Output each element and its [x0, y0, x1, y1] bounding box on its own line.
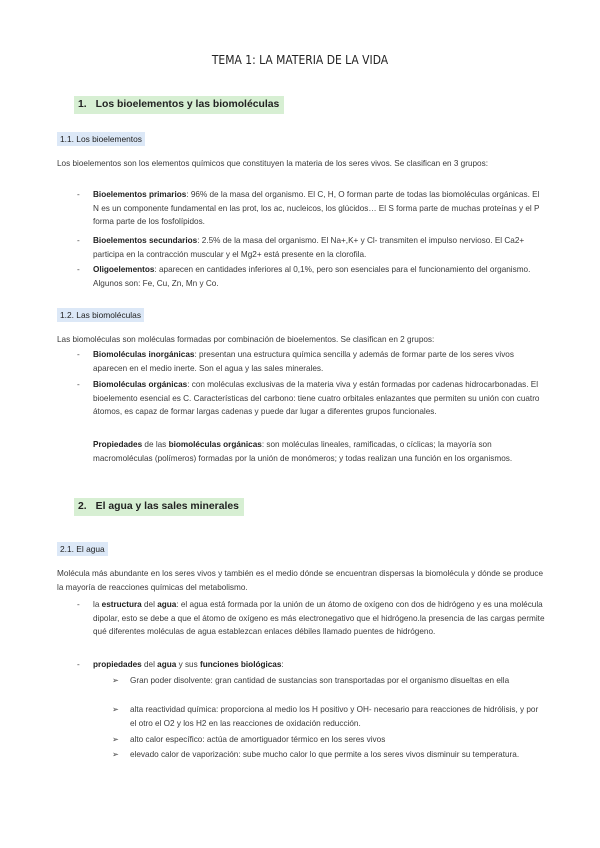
subsection-1-1-heading: 1.1. Los bioelementos — [57, 132, 145, 146]
subsection-1-2-heading: 1.2. Las biomoléculas — [57, 308, 144, 322]
arrow-bullet-icon: ➢ — [112, 676, 119, 685]
paragraph: Los bioelementos son los elementos químicos que constituyen la materia de los seres vivos. Se clasifican en 3 grupos: — [57, 159, 488, 168]
list-item: Biomoléculas orgánicas: con moléculas exclusivas de la materia viva y están formadas por cadenas hidrocarbonadas. El bioelemento esencial es C. Características del carbono: tiene cuatro orbitales enlazantes que permiten su unión con cuatro átomos, es capaz de formar largas cadenas y puede dar lugar a diferentes grupos funcionales. — [93, 380, 540, 417]
list-item: Biomoléculas inorgánicas: presentan una estructura química sencilla y además de formar parte de los seres vivos aparecen en el medio inerte. Son el agua y las sales minerales. — [93, 350, 514, 373]
bullet-dash: - — [77, 660, 80, 669]
list-item: Bioelementos secundarios: 2.5% de la masa del organismo. El Na+,K+ y Cl- transmiten el impulso nervioso. El Ca2+ participa en la contracción muscular y el Mg2+ está presente en la clorofila. — [93, 236, 525, 259]
document-title: TEMA 1: LA MATERIA DE LA VIDA — [211, 52, 389, 67]
section-number: 2. — [78, 501, 87, 512]
section-number: 1. — [78, 99, 87, 110]
list-item: Propiedades de las biomoléculas orgánicas: son moléculas lineales, ramificadas, o cíclicas; la mayoría son macromoléculas (polímeros) formadas por la unión de monómeros; y todas realizan una función en los organismos. — [93, 440, 513, 463]
bullet-dash: - — [77, 236, 80, 245]
bullet-dash: - — [77, 265, 80, 274]
section-title: El agua y las sales minerales — [95, 501, 239, 512]
bullet-dash: - — [77, 600, 80, 609]
section-title: Los bioelementos y las biomoléculas — [95, 99, 280, 110]
sub-list-item: elevado calor de vaporización: sube mucho calor lo que permite a los seres vivos disminuir su temperatura. — [130, 750, 520, 759]
arrow-bullet-icon: ➢ — [112, 735, 119, 744]
section-1-heading — [74, 96, 284, 114]
arrow-bullet-icon: ➢ — [112, 750, 119, 759]
list-item: propiedades del agua y sus funciones biológicas: — [93, 660, 284, 669]
sub-list-item: alto calor específico: actúa de amortiguador térmico en los seres vivos — [130, 735, 386, 744]
section-2-heading — [74, 498, 244, 516]
sub-list-item: alta reactividad química: proporciona al medio los H positivo y OH- necesario para reacciones de hidrólisis, y por el otro el O2 y los H2 en las reacciones de oxidación reducción. — [130, 705, 539, 728]
sub-list-item: Gran poder disolvente: gran cantidad de sustancias son transportadas por el organismo disueltas en ella — [130, 676, 510, 685]
subsection-2-1-heading: 2.1. El agua — [57, 542, 108, 556]
bullet-dash: - — [77, 190, 80, 199]
bullet-dash: - — [77, 350, 80, 359]
bullet-dash: - — [77, 380, 80, 389]
list-item: Bioelementos primarios: 96% de la masa del organismo. El C, H, O forman parte de todas las biomoléculas orgánicas. El N es un componente fundamental en las prot, los ac, nucleicos, los glúcidos… El S forma parte de muchas proteínas y el P forma parte de los fosfolípidos. — [93, 190, 540, 227]
paragraph: Molécula más abundante en los seres vivos y también es el medio dónde se encuentran dispersas la biomolécula y dónde se produce la mayoría de reacciones químicas del metabolismo. — [57, 569, 544, 592]
arrow-bullet-icon: ➢ — [112, 705, 119, 714]
list-item: Oligoelementos: aparecen en cantidades inferiores al 0,1%, pero son esenciales para el funcionamiento del organismo. Algunos son: Fe, Cu, Zn, Mn y Co. — [93, 265, 531, 288]
list-item: la estructura del agua: el agua está formada por la unión de un átomo de oxígeno con dos de hidrógeno y es una molécula dipolar, esto se debe a que el átomo de oxígeno es más electronegativo que el hidrógeno.la presencia de las cargas permite qué diferentes moléculas de agua establezcan enlaces débiles llamado puentes de hidrógeno. — [93, 600, 545, 637]
paragraph: Las biomoléculas son moléculas formadas por combinación de bioelementos. Se clasifican en 2 grupos: — [57, 335, 435, 344]
